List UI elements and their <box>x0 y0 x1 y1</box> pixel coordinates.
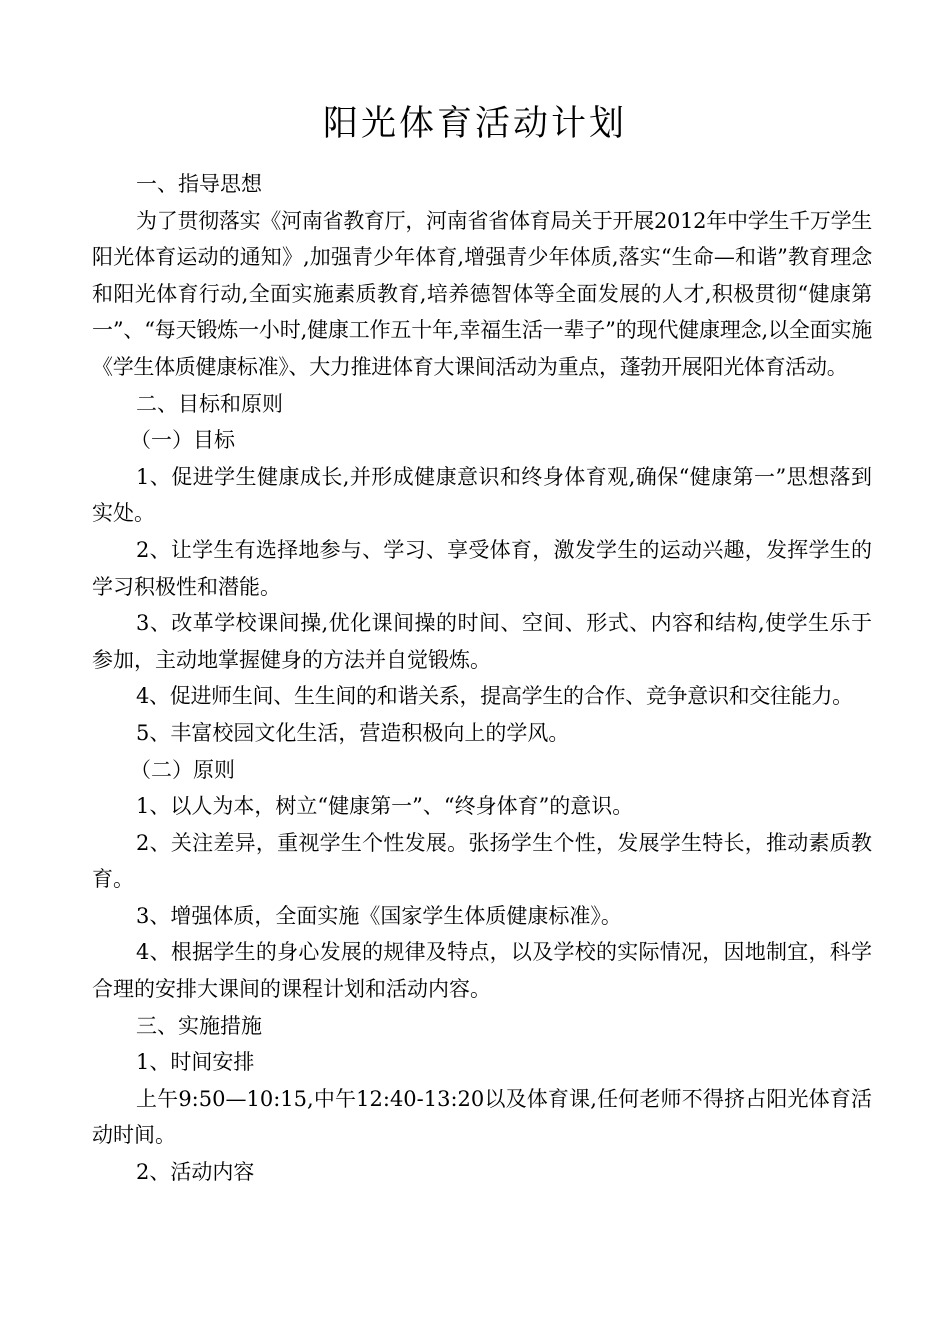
subsection-heading-goals: （一）目标 <box>130 428 235 453</box>
paragraph-guiding-ideology: 为了贯彻落实《河南省教育厅，河南省省体育局关于开展2012年中学生千万学生阳光体育运动的通知》,加强青少年体育,增强青少年体质,落实“生命—和谐”教育理念和阳光体育行动,全面实施素质教育,培养德智体等全面发展的人才,积极贯彻“健康第一”、“每天锻炼一小时,健康工作五十年,幸福生活一辈子”的现代健康理念,以全面实施《学生体质健康标准》、大力推进体育大课间活动为重点，蓬勃开展阳光体育活动。 <box>92 208 872 379</box>
goal-item-2: 2、让学生有选择地参与、学习、享受体育，激发学生的运动兴趣，发挥学生的学习积极性和潜能。 <box>92 537 872 599</box>
measure-paragraph-time: 上午9:50—10:15,中午12:40-13:20以及体育课,任何老师不得挤占阳光体育活动时间。 <box>92 1086 872 1148</box>
principle-item-4: 4、根据学生的身心发展的规律及特点，以及学校的实际情况，因地制宜，科学合理的安排大课间的课程计划和活动内容。 <box>92 940 872 1002</box>
section-heading-measures: 三、实施措施 <box>136 1013 262 1038</box>
principle-item-1: 1、以人为本，树立“健康第一”、“终身体育”的意识。 <box>136 794 634 819</box>
section-heading-goals-principles: 二、目标和原则 <box>136 391 283 416</box>
measure-heading-time: 1、时间安排 <box>136 1050 255 1075</box>
document-body <box>92 166 872 1191</box>
principle-item-2: 2、关注差异，重视学生个性发展。张扬学生个性，发展学生特长，推动素质教育。 <box>92 830 872 892</box>
goal-item-4: 4、促进师生间、生生间的和谐关系，提高学生的合作、竞争意识和交往能力。 <box>136 684 853 709</box>
measure-heading-content: 2、活动内容 <box>136 1160 255 1185</box>
section-heading-guiding-ideology: 一、指导思想 <box>136 172 262 196</box>
goal-item-5: 5、丰富校园文化生活，营造积极向上的学风。 <box>136 720 570 745</box>
goal-item-1: 1、促进学生健康成长,并形成健康意识和终身体育观,确保“健康第一”思想落到实处。 <box>92 464 872 526</box>
subsection-heading-principles: （二）原则 <box>130 757 235 782</box>
document-title: 阳光体育活动计划 <box>322 104 627 144</box>
goal-item-3: 3、改革学校课间操,优化课间操的时间、空间、形式、内容和结构,使学生乐于参加，主动地掌握健身的方法并自觉锻炼。 <box>92 611 872 672</box>
principle-item-3: 3、增强体质，全面实施《国家学生体质健康标准》。 <box>136 903 622 928</box>
